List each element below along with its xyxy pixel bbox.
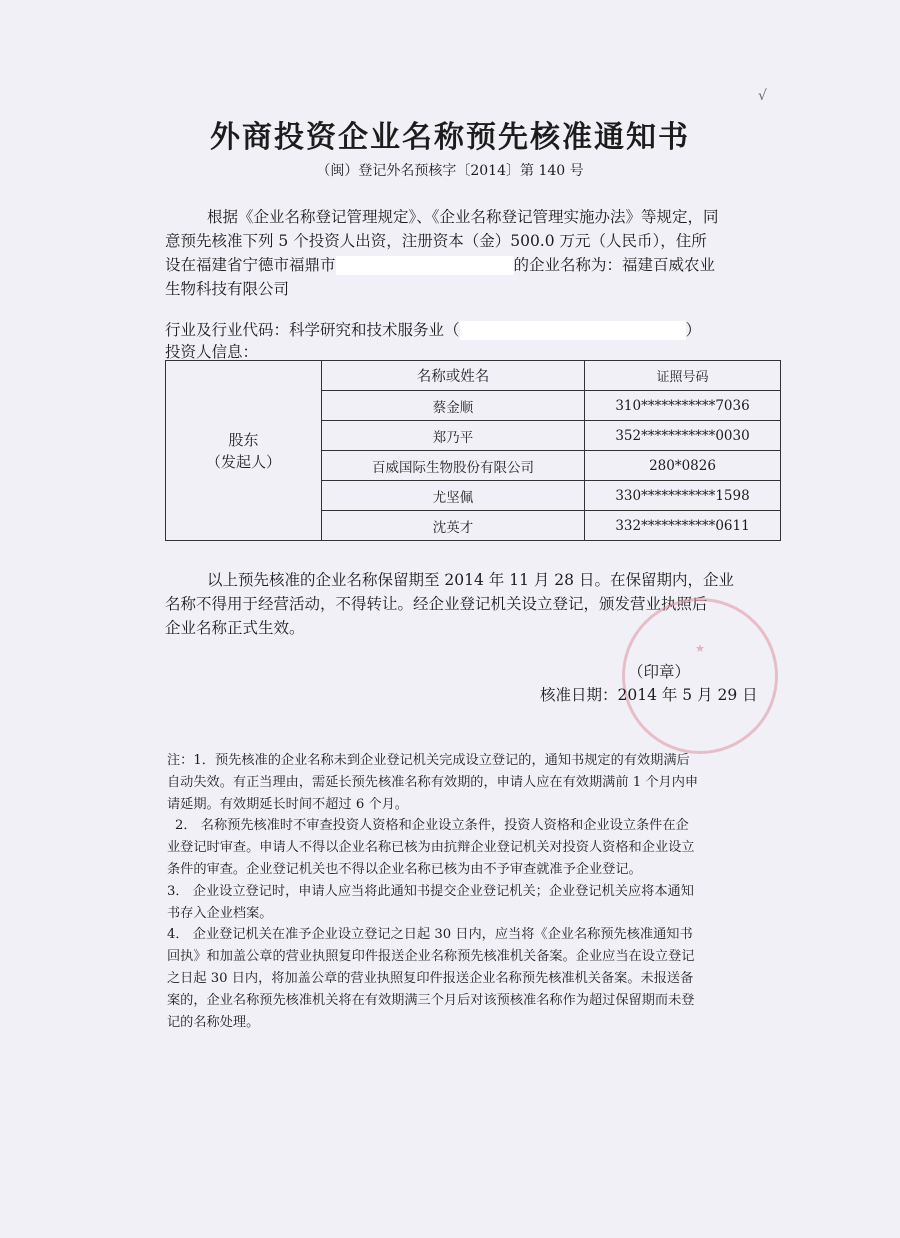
intro-company-name: 生物科技有限公司 — [165, 280, 290, 298]
note-line: 请延期。有效期延长时间不超过 6 个月。 — [167, 796, 408, 812]
investor-id: 332***********0611 — [585, 511, 781, 541]
table-header-row — [166, 361, 781, 391]
investor-id: 352***********0030 — [585, 421, 781, 451]
investor-name: 蔡金顺 — [322, 391, 585, 421]
check-mark-icon: √ — [758, 88, 767, 104]
role-label: 股东 — [228, 430, 259, 449]
document-number: （闽）登记外名预核字〔2014〕第 140 号 — [316, 163, 584, 179]
role-sublabel: （发起人） — [205, 452, 281, 471]
retention-line: 以上预先核准的企业名称保留期至 2014 年 11 月 28 日。在保留期内，企业 — [207, 571, 734, 589]
note-line: 记的名称处理。 — [167, 1014, 260, 1030]
intro-address-prefix: 设在福建省宁德市福鼎市 — [165, 256, 336, 274]
role-cell — [166, 361, 322, 541]
seal-emblem-icon: ★ — [695, 642, 705, 655]
header-id: 证照号码 — [585, 361, 781, 391]
note-line: 4． 企业登记机关在准予企业设立登记之日起 30 日内，应当将《企业名称预先核准通知书 — [167, 927, 693, 943]
investor-id: 330***********1598 — [585, 481, 781, 511]
note-line: 自动失效。有正当理由，需延长预先核准名称有效期的，申请人应在有效期满前 1 个月内申 — [167, 774, 699, 790]
note-line: 案的，企业名称预先核准机关将在有效期满三个月后对该预核准名称作为超过保留期而未登 — [167, 992, 695, 1008]
intro-line: 意预先核准下列 5 个投资人出资，注册资本（金）500.0 万元（人民币），住所 — [165, 232, 707, 250]
redacted-address — [336, 256, 514, 275]
intro-address-suffix: 的企业名称为：福建百威农业 — [513, 256, 716, 274]
notes-section — [167, 750, 775, 1033]
investor-name: 郑乃平 — [322, 421, 585, 451]
note-line: 3． 企业设立登记时，申请人应当将此通知书提交企业登记机关；企业登记机关应将本通知 — [167, 883, 694, 899]
industry-suffix: ） — [685, 321, 702, 339]
industry-prefix: 行业及行业代码：科学研究和技术服务业（ — [165, 321, 460, 339]
note-line: 书存入企业档案。 — [167, 905, 273, 921]
header-name: 名称或姓名 — [322, 361, 585, 391]
retention-line: 企业名称正式生效。 — [165, 619, 305, 637]
intro-paragraph — [165, 205, 785, 301]
note-line: 之日起 30 日内，将加盖公章的营业执照复印件报送企业名称预先核准机关备案。未报送备 — [167, 970, 694, 986]
investor-name: 尤坚佩 — [322, 481, 585, 511]
redacted-industry-code — [460, 321, 686, 340]
document-title: 外商投资企业名称预先核准通知书 — [210, 120, 690, 155]
industry-line — [165, 318, 785, 342]
investor-name: 沈英才 — [322, 511, 585, 541]
intro-line — [165, 253, 785, 277]
note-line: 回执》和加盖公章的营业执照复印件报送企业名称预先核准机关备案。企业应当在设立登记 — [167, 949, 695, 965]
approval-date: 核准日期：2014 年 5 月 29 日 — [540, 686, 758, 704]
investor-heading: 投资人信息： — [165, 343, 259, 361]
note-line: 业登记时审查。申请人不得以企业名称已核为由抗辩企业登记机关对投资人资格和企业设立 — [167, 840, 695, 856]
retention-line: 名称不得用于经营活动，不得转让。经企业登记机关设立登记，颁发营业执照后 — [165, 595, 708, 613]
investor-id: 280*0826 — [585, 451, 781, 481]
seal-label: （印章） — [628, 663, 691, 681]
note-line: 2． 名称预先核准时不审查投资人资格和企业设立条件，投资人资格和企业设立条件在企 — [175, 818, 689, 834]
investor-table — [165, 360, 781, 541]
investor-id: 310***********7036 — [585, 391, 781, 421]
intro-line: 根据《企业名称登记管理规定》、《企业名称登记管理实施办法》等规定，同 — [207, 208, 719, 226]
note-line: 条件的审查。企业登记机关也不得以企业名称已核为由不予审查就准予企业登记。 — [167, 861, 642, 877]
note-line: 注：1．预先核准的企业名称未到企业登记机关完成设立登记的，通知书规定的有效期满后 — [167, 753, 690, 768]
investor-name: 百威国际生物股份有限公司 — [322, 451, 585, 481]
